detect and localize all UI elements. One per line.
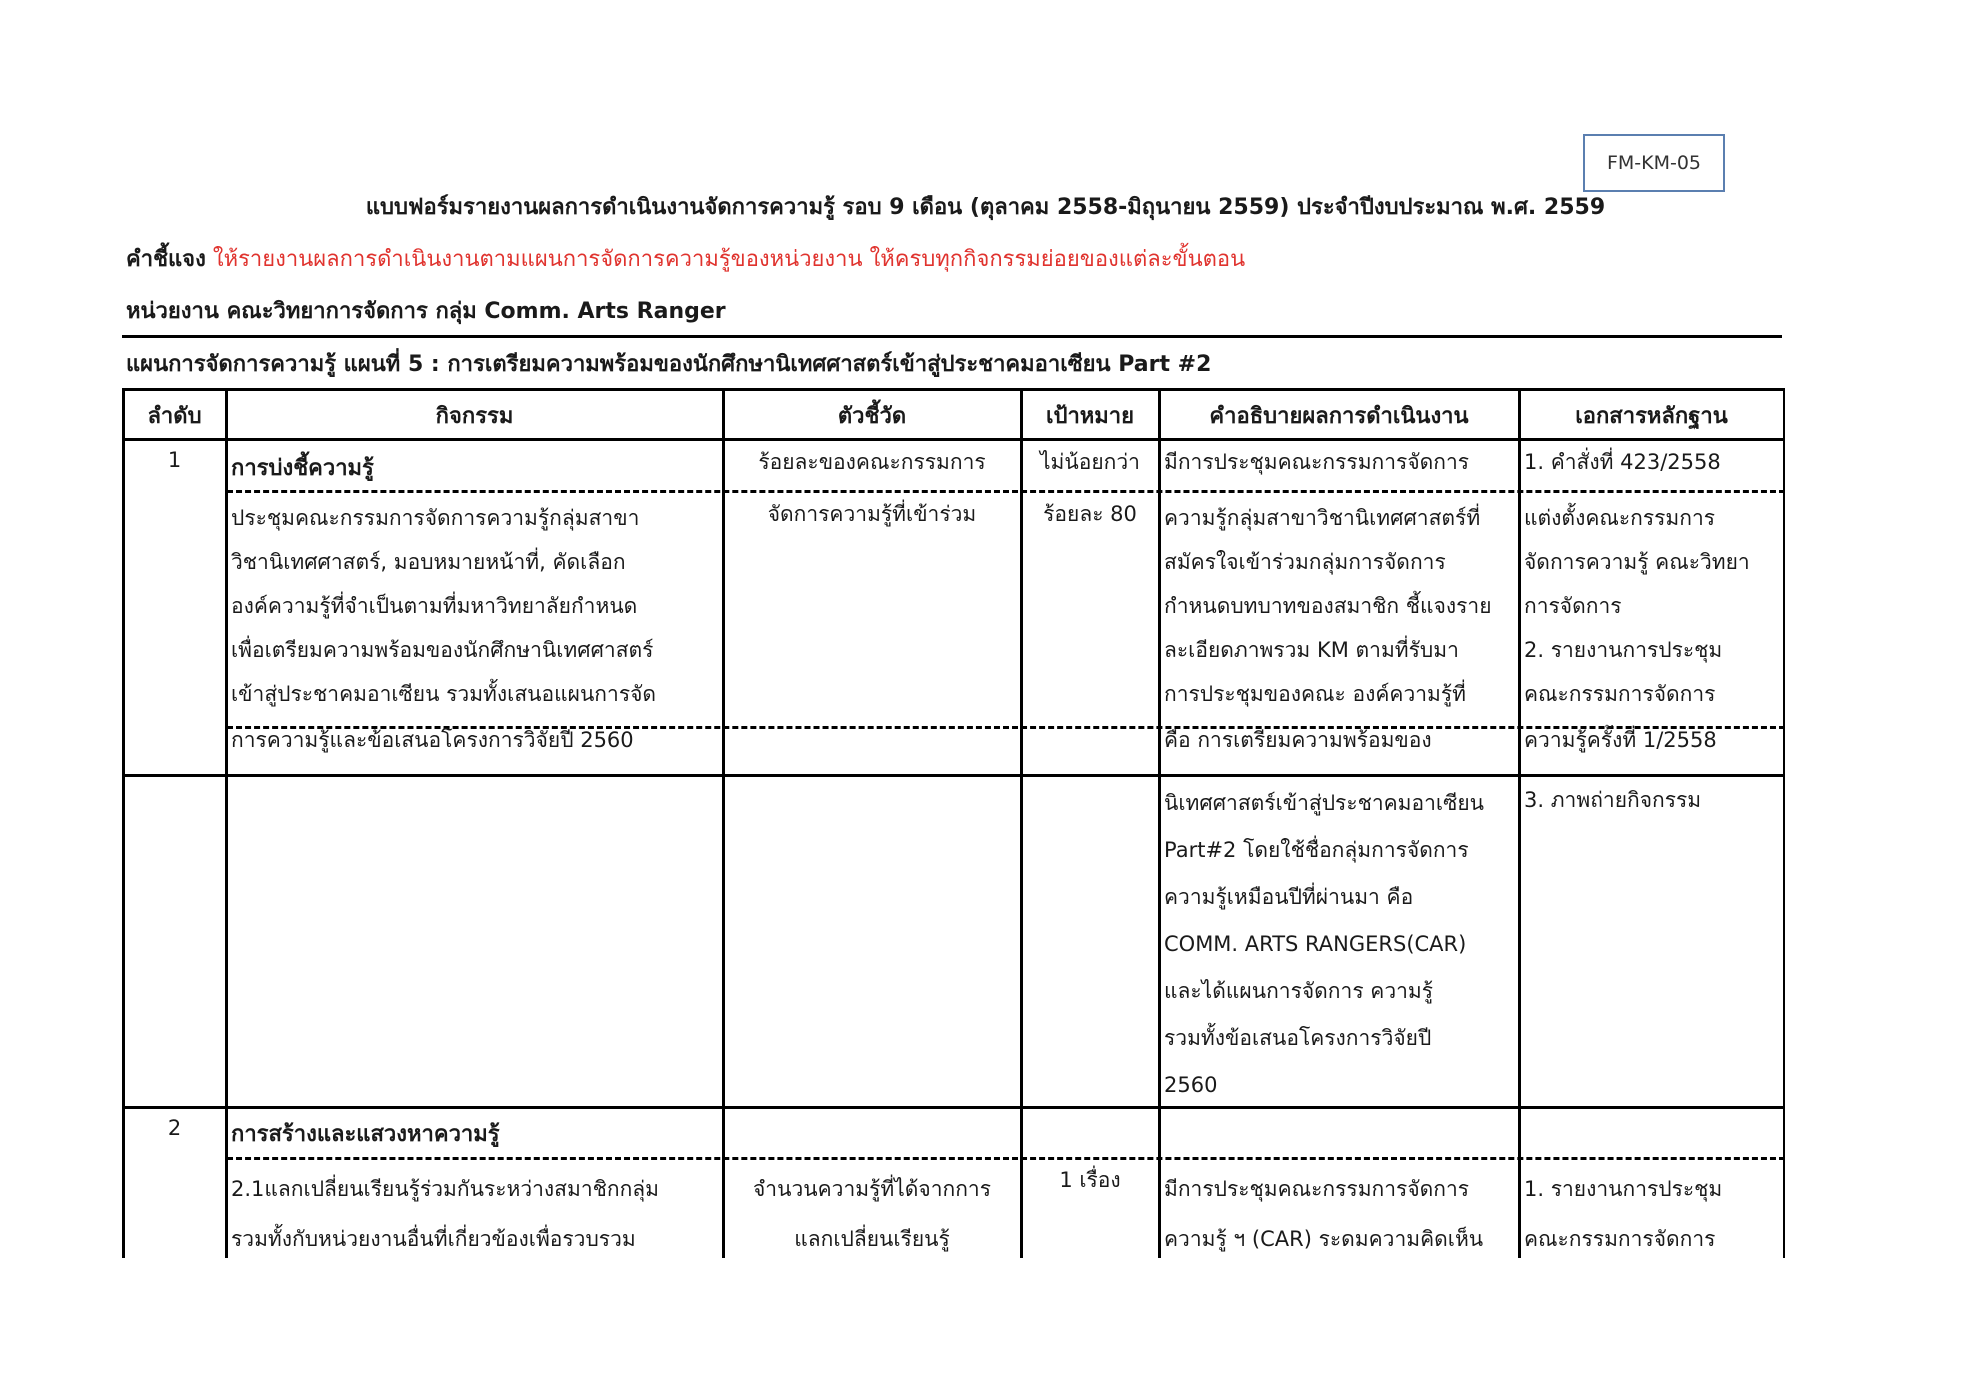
row1-result-bottom [1164,780,1484,1109]
list-item: สมัครใจเข้าร่วมกลุ่มการจัดการ [1164,550,1446,574]
row1-result-top [1164,496,1492,762]
row1-evidence-top [1524,496,1750,762]
list-item: รวมทั้งข้อเสนอโครงการวิจัยปี [1164,1026,1432,1050]
list-item: การความรู้และข้อเสนอโครงการวิจัยปี 2560 [231,728,634,752]
list-item: การประชุมของคณะ องค์ความรู้ที่ [1164,682,1466,706]
list-item: 2. รายงานการประชุม [1524,638,1723,662]
report-table [122,388,1785,1258]
row1-target-line1: ไม่น้อยกว่า [1040,450,1140,474]
instruction-label: คำชี้แจง [126,247,206,272]
list-item: จำนวนความรู้ที่ได้จากการ [753,1177,991,1201]
list-item: และได้แผนการจัดการ ความรู้ [1164,979,1434,1003]
row2-evidence [1524,1164,1722,1258]
header-no: ลำดับ [147,404,202,429]
list-item: เข้าสู่ประชาคมอาเซียน รวมทั้งเสนอแผนการจัด [231,682,657,706]
divider [122,335,1782,338]
header-result: คำอธิบายผลการดำเนินงาน [1209,404,1469,429]
list-item: คณะกรรมการจัดการ [1524,1227,1716,1251]
list-item: COMM. ARTS RANGERS(CAR) [1164,932,1467,956]
row1-result-line1: มีการประชุมคณะกรรมการจัดการ [1164,450,1470,474]
list-item: ประชุมคณะกรรมการจัดการความรู้กลุ่มสาขา [231,506,640,530]
header-evidence: เอกสารหลักฐาน [1575,404,1728,429]
instruction-text: ให้รายงานผลการดำเนินงานตามแผนการจัดการความรู้ของหน่วยงาน ให้ครบทุกกิจกรรมย่อยของแต่ละขั้นตอน [212,247,1246,272]
list-item: การจัดการ [1524,594,1622,618]
list-item: รวมทั้งกับหน่วยงานอื่นที่เกี่ยวข้องเพื่อรวบรวม [231,1227,636,1251]
row2-target: 1 เรื่อง [1059,1168,1121,1192]
row1-target-line2: ร้อยละ 80 [1043,502,1137,526]
row2-heading: การสร้างและแสวงหาความรู้ [231,1122,500,1147]
list-item: ความรู้ครั้งที่ 1/2558 [1524,728,1717,752]
list-item: องค์ความรู้ที่จำเป็นตามที่มหาวิทยาลัยกำหนด [231,594,638,618]
list-item: 1. รายงานการประชุม [1524,1177,1723,1201]
row1-heading-divider [227,490,1785,493]
list-item: Part#2 โดยใช้ชื่อกลุ่มการจัดการ [1164,838,1469,862]
row1-indicator-line2: จัดการความรู้ที่เข้าร่วม [767,502,977,526]
list-item: มีการประชุมคณะกรรมการจัดการ [1164,1177,1470,1201]
row2-heading-divider [227,1157,1785,1160]
instruction [126,241,1245,276]
list-item: จัดการความรู้ คณะวิทยา [1524,550,1750,574]
row1-bottom [122,774,1785,777]
page-title: แบบฟอร์มรายงานผลการดำเนินงานจัดการความรู้ รอบ 9 เดือน (ตุลาคม 2558-มิถุนายน 2559) ประจำปีงบประมาณ พ.ศ. 2559 [365,195,1606,220]
list-item: แต่งตั้งคณะกรรมการ [1524,506,1716,530]
list-item: นิเทศศาสตร์เข้าสู่ประชาคมอาเซียน [1164,791,1485,815]
row-separator [122,1106,1785,1109]
row2-activity [231,1164,659,1258]
col-line-5 [1518,388,1521,1258]
row2-indicator [724,1164,1020,1258]
col-line-6 [1783,388,1785,1258]
row2-number: 2 [167,1116,182,1140]
list-item: คณะกรรมการจัดการ [1524,682,1716,706]
list-item: 2560 [1164,1073,1218,1097]
list-item: ความรู้ ฯ (CAR) ระดมความคิดเห็น [1164,1227,1484,1251]
header-divider [122,438,1785,441]
list-item: ความรู้เหมือนปีที่ผ่านมา คือ [1164,885,1414,909]
list-item: เพื่อเตรียมความพร้อมของนักศึกษานิเทศศาสตร์ [231,638,654,662]
row1-number: 1 [167,448,182,472]
list-item: ความรู้กลุ่มสาขาวิชานิเทศศาสตร์ที่ [1164,506,1481,530]
header-indicator: ตัวชี้วัด [837,404,907,429]
row1-evidence-bottom: 3. ภาพถ่ายกิจกรรม [1524,788,1702,812]
table-border-top [122,388,1785,391]
row2-result [1164,1164,1483,1258]
list-item: คือ การเตรียมความพร้อมของ [1164,728,1432,752]
plan-line: แผนการจัดการความรู้ แผนที่ 5 : การเตรียมความพร้อมของนักศึกษานิเทศศาสตร์เข้าสู่ประชาคมอาเซียน Part #2 [126,352,1212,377]
list-item: แลกเปลี่ยนเรียนรู้ [794,1227,950,1251]
unit-line: หน่วยงาน คณะวิทยาการจัดการ กลุ่ม Comm. Arts Ranger [126,299,726,324]
list-item: ละเอียดภาพรวม KM ตามที่รับมา [1164,638,1459,662]
row1-indicator-line1: ร้อยละของคณะกรรมการ [758,450,986,474]
header-target: เป้าหมาย [1045,404,1135,429]
list-item: วิชานิเทศศาสตร์, มอบหมายหน้าที่, คัดเลือก [231,550,626,574]
row1-heading: การบ่งชี้ความรู้ [231,456,374,481]
list-item: 2.1แลกเปลี่ยนเรียนรู้ร่วมกันระหว่างสมาชิกกลุ่ม [231,1177,660,1201]
header-activity: กิจกรรม [435,404,514,429]
list-item: กำหนดบทบาทของสมาชิก ชี้แจงราย [1164,594,1492,618]
col-line-4 [1158,388,1161,1258]
row1-evidence-line1: 1. คำสั่งที่ 423/2558 [1524,450,1721,474]
form-code-box: FM-KM-05 [1583,134,1725,192]
row1-activity [231,496,656,762]
